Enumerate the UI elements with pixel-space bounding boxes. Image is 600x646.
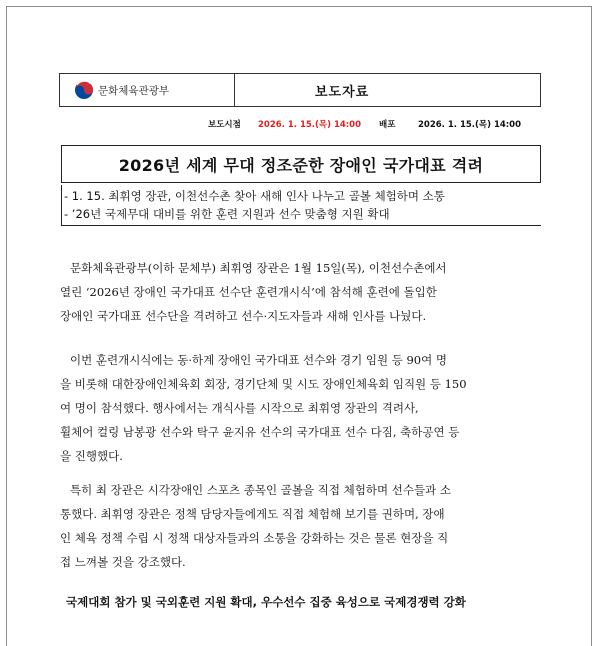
body-paragraph-1 bbox=[60, 256, 541, 328]
subtitle-line: - 1. 15. 최휘영 장관, 이천선수촌 찾아 새해 인사 나누고 골볼 체험하며 소통 bbox=[64, 189, 445, 203]
paragraph-line: 접 느껴볼 것을 강조했다. bbox=[60, 555, 186, 569]
paragraph-line: 특히 최 장관은 시각장애인 스포츠 종목인 골볼을 직접 체험하며 선수들과 소 bbox=[70, 483, 451, 497]
paragraph-line: 문화체육관광부(이하 문체부) 최휘영 장관은 1월 15일(목), 이천선수촌에서 bbox=[70, 261, 447, 275]
paragraph-line: 여 명이 참석했다. 행사에서는 개식사를 시작으로 최휘영 장관의 격려사, bbox=[60, 401, 419, 415]
body-paragraph-3 bbox=[60, 478, 541, 574]
press-header bbox=[59, 73, 541, 107]
doc-type-label: 보도자료 bbox=[315, 84, 370, 100]
release-info bbox=[0, 118, 600, 132]
subtitle-line: - ’26년 국제무대 대비를 위한 훈련 지원과 선수 맞춤형 지원 확대 bbox=[64, 207, 390, 221]
paragraph-line: 열린 ‘2026년 장애인 국가대표 선수단 훈련개시식’에 참석해 훈련에 돌입한 bbox=[60, 285, 437, 299]
headline-title: 2026년 세계 무대 정조준한 장애인 국가대표 격려 bbox=[118, 155, 484, 175]
paragraph-line: 이번 훈련개시식에는 동·하계 장애인 국가대표 선수와 경기 임원 등 90여 명 bbox=[70, 353, 448, 367]
paragraph-line: 을 비롯해 대한장애인체육회 회장, 경기단체 및 시도 장애인체육회 임직원 등 150 bbox=[60, 377, 467, 391]
paragraph-line: 인 체육 정책 수립 시 정책 대상자들과의 소통을 강화하는 것은 물론 현장을 직 bbox=[60, 531, 449, 545]
section-heading: 국제대회 참가 및 국외훈련 지원 확대, 우수선수 집중 육성으로 국제경쟁력 강화 bbox=[66, 595, 466, 609]
ministry-name: 문화체육관광부 bbox=[98, 84, 170, 97]
distribution-value: 2026. 1. 15.(목) 14:00 bbox=[418, 120, 522, 130]
paragraph-line: 휠체어 컬링 남봉광 선수와 탁구 윤지유 선수의 국가대표 선수 다짐, 축하공연 등 bbox=[60, 425, 460, 439]
subtitle-block bbox=[61, 185, 541, 226]
paragraph-line: 장애인 국가대표 선수단을 격려하고 선수·지도자들과 새해 인사를 나눴다. bbox=[60, 309, 427, 323]
release-time-value: 2026. 1. 15.(목) 14:00 bbox=[258, 120, 362, 130]
headline-box bbox=[61, 145, 541, 183]
body-paragraph-2 bbox=[60, 348, 541, 468]
taegeuk-logo-icon bbox=[74, 80, 94, 100]
paragraph-line: 을 진행했다. bbox=[60, 449, 123, 463]
distribution-label: 배포 bbox=[379, 120, 396, 130]
release-time-label: 보도시점 bbox=[208, 120, 241, 130]
ministry-logo-block bbox=[60, 80, 234, 100]
paragraph-line: 통했다. 최휘영 장관은 정책 담당자들에게도 직접 체험해 보기를 권하며, 장애 bbox=[60, 507, 445, 521]
